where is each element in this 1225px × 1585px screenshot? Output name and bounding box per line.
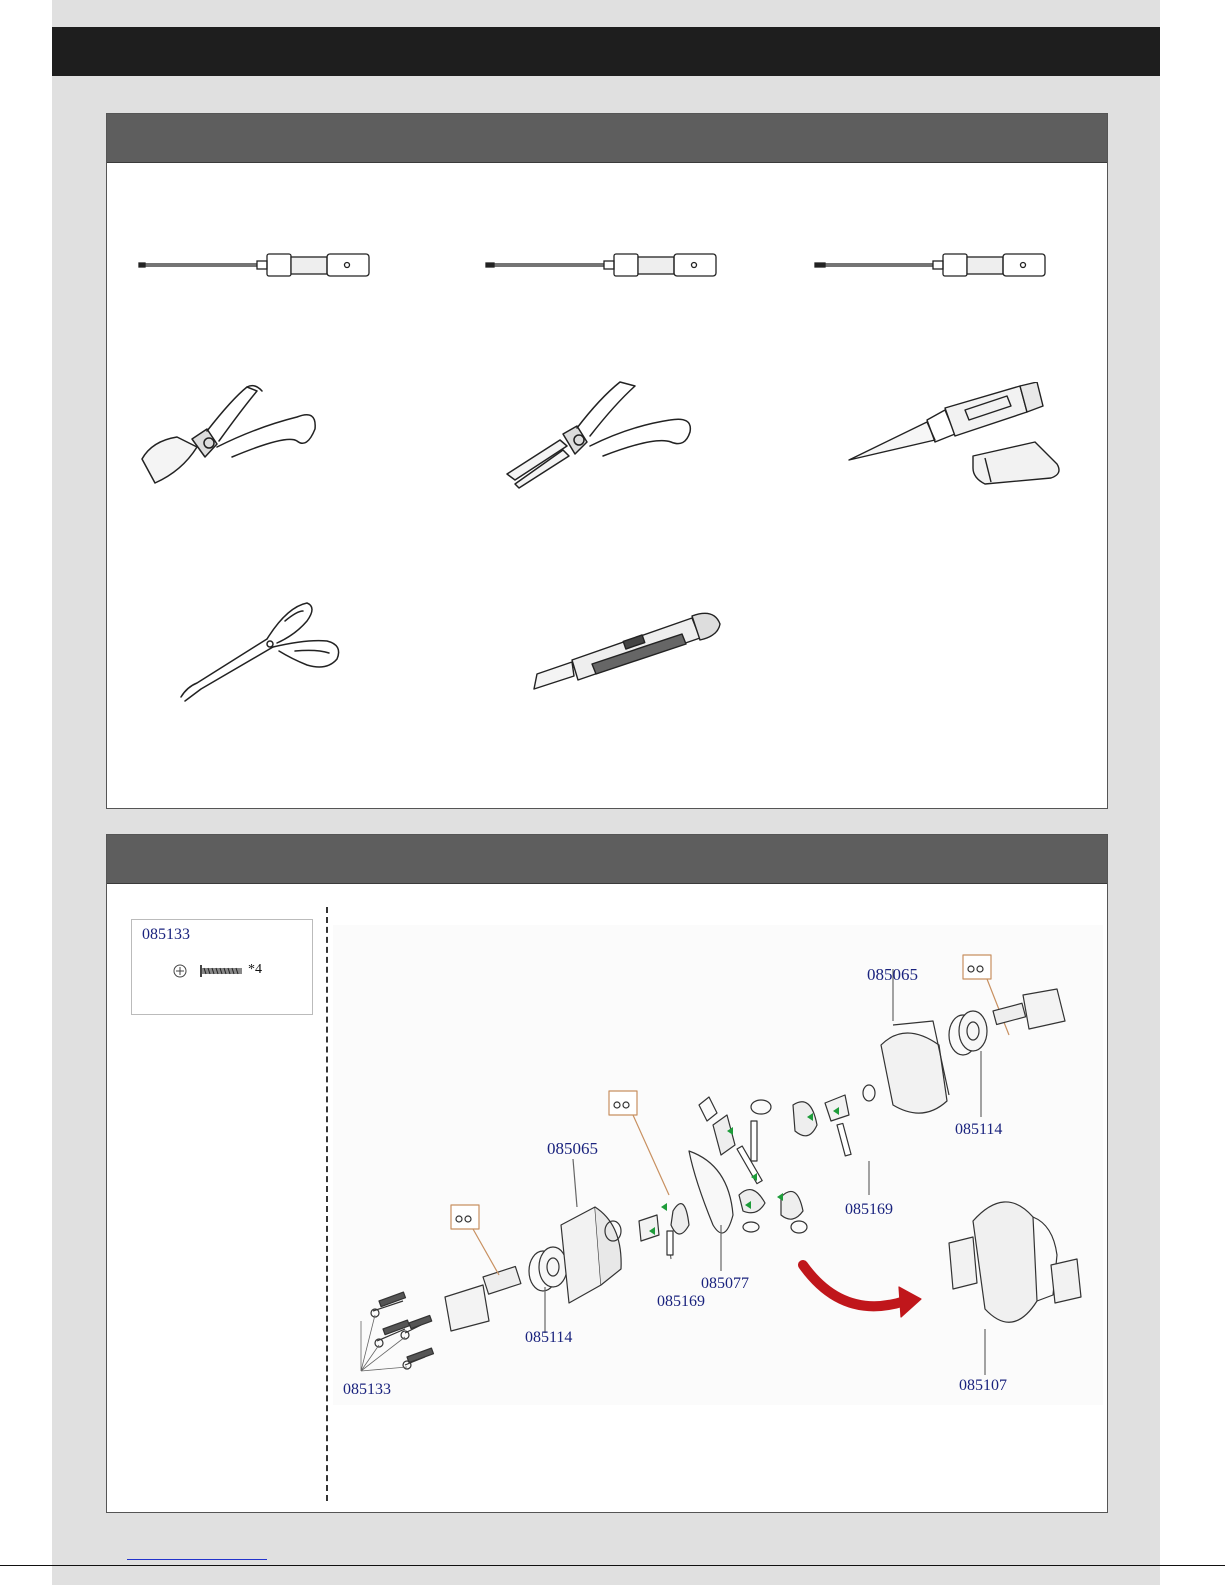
parts-legend: [131, 919, 313, 1015]
legend-quantity: *4: [248, 962, 262, 977]
differential-exploded-diagram: [333, 925, 1103, 1405]
part-label-085169-mid: 085169: [657, 1293, 705, 1310]
legend-part-number: 085133: [142, 926, 190, 943]
header-bar: [52, 27, 1160, 76]
footer-link-underline[interactable]: [127, 1559, 267, 1560]
hobby-knife-icon: [532, 604, 732, 699]
assembly-panel-header: [107, 835, 1107, 884]
part-label-085107: 085107: [959, 1377, 1007, 1394]
part-label-085169-right: 085169: [845, 1201, 893, 1218]
assembly-panel: [106, 834, 1108, 1513]
screw-group: [361, 1292, 433, 1371]
hex-driver-icon: [137, 249, 377, 281]
footer-line: [0, 1565, 1225, 1566]
screw-icon: [170, 960, 250, 982]
tools-panel-header: [107, 114, 1107, 163]
hex-driver-icon: [484, 249, 724, 281]
tools-panel: [106, 113, 1108, 809]
part-label-085114-right: 085114: [955, 1121, 1003, 1138]
hex-driver-icon: [813, 249, 1053, 281]
exploded-view-drawing: [333, 925, 1103, 1405]
part-label-085065-left: 085065: [547, 1139, 598, 1158]
body-reamer-icon: [845, 382, 1090, 512]
part-label-085065-top: 085065: [867, 965, 918, 984]
side-cutter-pliers-icon: [137, 379, 327, 494]
needle-nose-pliers-icon: [505, 376, 705, 496]
divider-line: [326, 907, 328, 1501]
part-label-085077: 085077: [701, 1275, 749, 1292]
curved-scissors-icon: [177, 599, 347, 709]
part-label-085114-left: 085114: [525, 1329, 573, 1346]
part-label-085133: 085133: [343, 1381, 391, 1398]
